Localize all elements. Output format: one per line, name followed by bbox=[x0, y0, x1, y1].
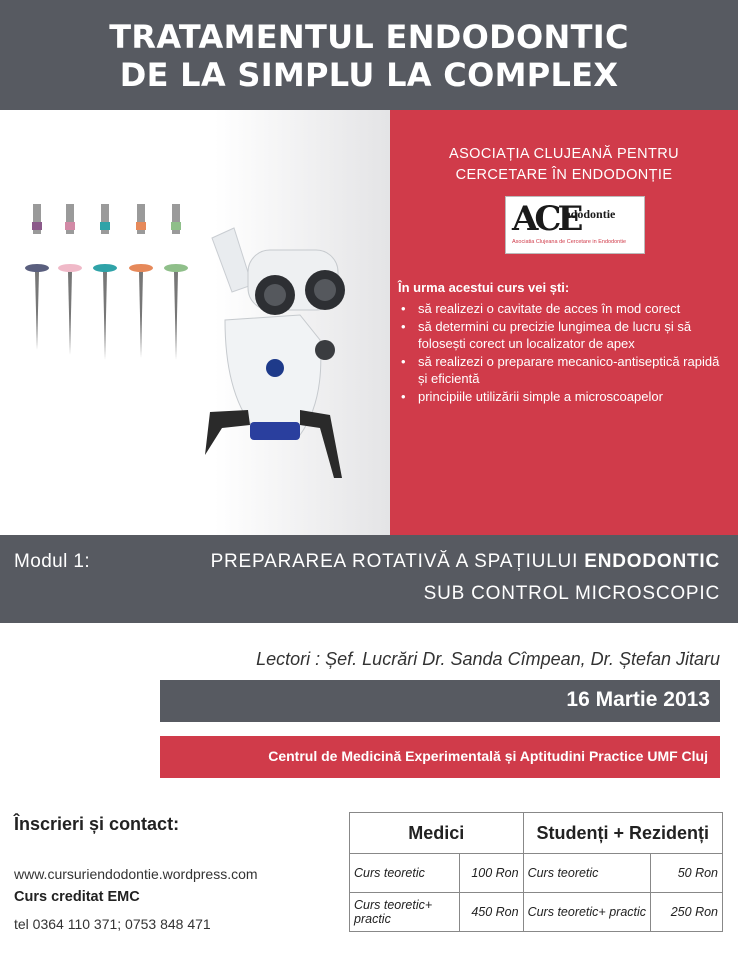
studenti-header: Studenți + Rezidenți bbox=[523, 813, 722, 854]
endodontic-file-2 bbox=[58, 204, 82, 355]
date-banner bbox=[160, 680, 720, 722]
contact-phone: tel 0364 110 371; 0753 848 471 bbox=[14, 916, 211, 932]
medici-header: Medici bbox=[350, 813, 524, 854]
association-line-2: CERCETARE ÎN ENDODONȚIE bbox=[455, 167, 673, 183]
title-line-2: DE LA SIMPLU LA COMPLEX bbox=[119, 56, 619, 94]
endodontic-file-1 bbox=[25, 204, 49, 350]
price-value: 450 Ron bbox=[459, 893, 523, 932]
price-value: 250 Ron bbox=[651, 893, 723, 932]
course-date: 16 Martie 2013 bbox=[566, 688, 710, 711]
learning-item: • să realizezi o cavitate de acces în mod corect bbox=[398, 300, 728, 318]
product-illustration bbox=[0, 110, 390, 535]
association-panel bbox=[390, 110, 738, 535]
module-banner bbox=[0, 535, 738, 623]
title-line-1: TRATAMENTUL ENDODONTIC bbox=[109, 18, 629, 56]
learning-item: • să determini cu precizie lungimea de lucru și să folosești corect un localizator de apex bbox=[398, 318, 728, 353]
table-row bbox=[350, 854, 723, 893]
module-label: Modul 1: bbox=[14, 551, 91, 572]
module-title-bold: ENDODONTIC bbox=[584, 551, 720, 572]
logo-letters: ACE bbox=[512, 199, 580, 239]
venue-banner bbox=[160, 736, 720, 778]
association-name bbox=[390, 144, 738, 186]
association-line-1: ASOCIAȚIA CLUJEANĂ PENTRU bbox=[449, 146, 679, 162]
endodontic-file-3 bbox=[93, 204, 117, 360]
emc-credit: Curs creditat EMC bbox=[14, 889, 140, 905]
logo-subtitle: Asociatia Clujeana de Cercetare in Endodontie bbox=[512, 239, 627, 245]
price-label: Curs teoretic bbox=[350, 854, 460, 893]
price-table bbox=[349, 812, 723, 932]
learning-heading: În urma acestui curs vei ști: bbox=[398, 280, 570, 295]
price-table-header bbox=[350, 813, 723, 854]
lecturers: Lectori : Șef. Lucrări Dr. Sanda Cîmpean, Dr. Ștefan Jitaru bbox=[256, 649, 720, 669]
venue-name: Centrul de Medicină Experimentală și Aptitudini Practice UMF Cluj bbox=[268, 748, 708, 764]
logo-word: ndodontie bbox=[564, 207, 616, 221]
surgical-microscope bbox=[205, 228, 345, 478]
learning-item: • principiile utilizării simple a microscoapelor bbox=[398, 388, 728, 406]
table-row bbox=[350, 893, 723, 932]
association-logo bbox=[505, 196, 645, 254]
price-label: Curs teoretic+ practic bbox=[350, 893, 460, 932]
price-value: 50 Ron bbox=[651, 854, 723, 893]
module-title-part: PREPARAREA ROTATIVĂ A SPAȚIULUI bbox=[210, 551, 579, 572]
hero-image bbox=[0, 110, 390, 535]
endodontic-file-5 bbox=[164, 204, 188, 360]
learning-list bbox=[398, 300, 728, 405]
price-label: Curs teoretic+ practic bbox=[523, 893, 651, 932]
price-label: Curs teoretic bbox=[523, 854, 651, 893]
module-title-line-2: SUB CONTROL MICROSCOPIC bbox=[423, 583, 720, 604]
title-banner bbox=[0, 0, 738, 110]
module-title-line-1 bbox=[211, 551, 720, 573]
learning-item: • să realizezi o preparare mecanico-antiseptică rapidă și eficientă bbox=[398, 353, 728, 388]
endodontic-file-4 bbox=[129, 204, 153, 358]
contact-title: Înscrieri și contact: bbox=[14, 814, 180, 834]
contact-website-link[interactable]: www.cursuriendodontie.wordpress.com bbox=[14, 866, 258, 882]
price-value: 100 Ron bbox=[459, 854, 523, 893]
